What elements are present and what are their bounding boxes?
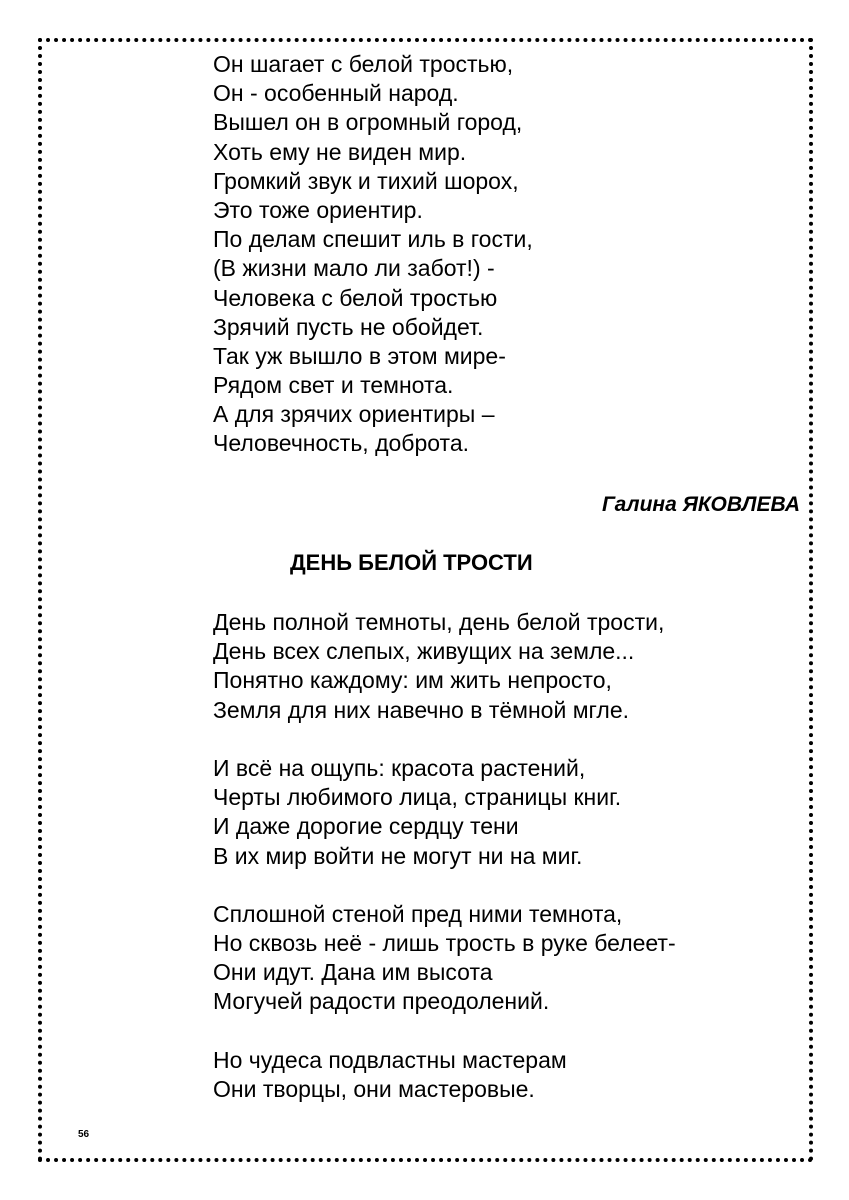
poem-line: Человечность, доброта. <box>213 430 470 457</box>
poem-line: А для зрячих ориентиры – <box>213 401 495 428</box>
poem-line: Рядом свет и темнота. <box>213 372 454 399</box>
poem-line: Хоть ему не виден мир. <box>213 138 467 165</box>
stanza <box>213 608 676 725</box>
poem-title: ДЕНЬ БЕЛОЙ ТРОСТИ <box>290 550 533 575</box>
poem-line: Он шагает с белой тростью, <box>213 51 514 77</box>
poem-line: Вышел он в огромный город, <box>213 109 523 136</box>
stanza <box>213 900 676 1017</box>
poem-line: Земля для них навечно в тёмной мгле. <box>213 696 630 723</box>
page-number: 56 <box>78 1129 90 1140</box>
poem-line: Зрячий пусть не обойдет. <box>213 313 484 340</box>
author-signature: Галина ЯКОВЛЕВА <box>601 493 800 516</box>
poem-line: И даже дорогие сердцу тени <box>213 813 519 840</box>
poem-line: (В жизни мало ли забот!) - <box>213 255 495 282</box>
poem-line: Он - особенный народ. <box>213 80 459 107</box>
poem-white-cane <box>213 50 533 459</box>
poem-line: День всех слепых, живущих на земле... <box>213 638 635 665</box>
poem-line: Громкий звук и тихий шорох, <box>213 167 519 194</box>
stanza <box>213 1046 676 1104</box>
poem-day-of-white-cane <box>213 608 676 1104</box>
poem-line: По делам спешит иль в гости, <box>213 226 533 253</box>
poem-line: Черты любимого лица, страницы книг. <box>213 784 622 811</box>
poem-line: Человека с белой тростью <box>213 284 498 311</box>
poem-line: Понятно каждому: им жить непросто, <box>213 667 612 694</box>
stanza <box>213 754 676 871</box>
poem-line: Они творцы, они мастеровые. <box>213 1076 535 1102</box>
poem-line: Так уж вышло в этом мире- <box>213 342 506 369</box>
poem-line: Могучей радости преодолений. <box>213 988 550 1015</box>
poem-line: Это тоже ориентир. <box>213 196 423 223</box>
poem-line: В их мир войти не могут ни на миг. <box>213 842 583 869</box>
poem-line: День полной темноты, день белой трости, <box>213 609 665 635</box>
poem-line: Но чудеса подвластны мастерам <box>213 1046 567 1073</box>
poem-line: Но сквозь неё - лишь трость в руке белеет- <box>213 930 676 957</box>
poem-line: И всё на ощупь: красота растений, <box>213 754 586 781</box>
poem-line: Они идут. Дана им высота <box>213 959 493 986</box>
poem-line: Сплошной стеной пред ними темнота, <box>213 900 623 927</box>
